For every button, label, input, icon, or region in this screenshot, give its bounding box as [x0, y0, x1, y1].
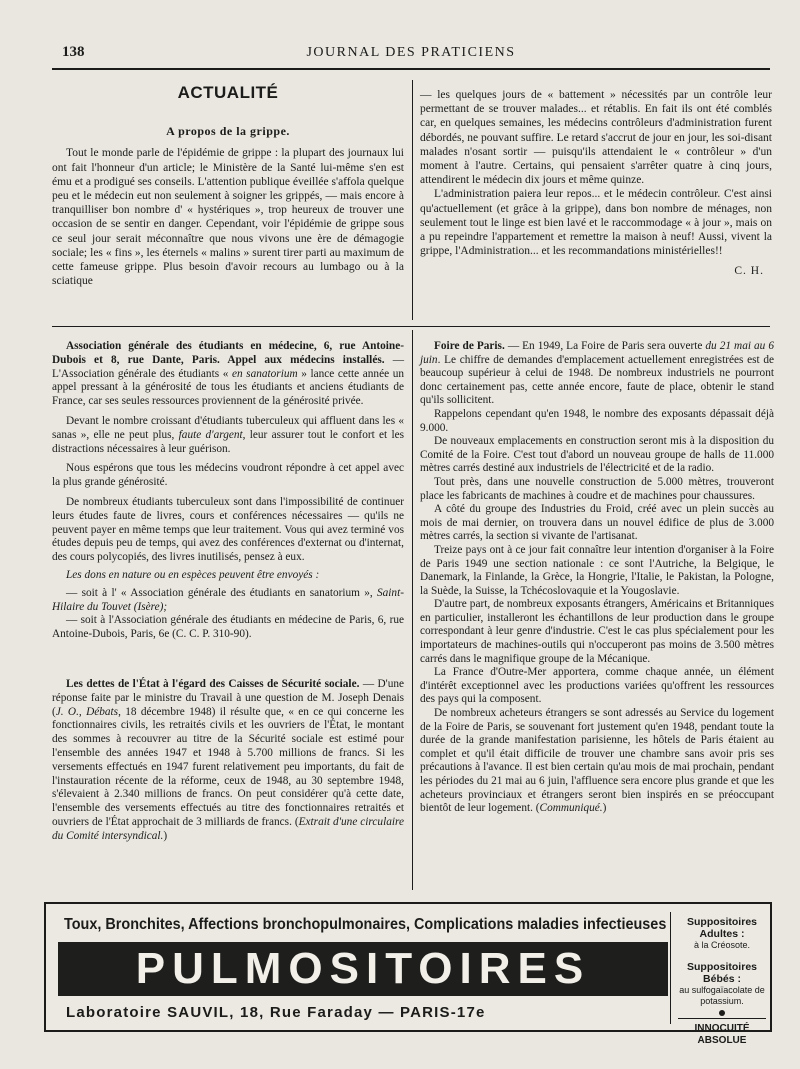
paragraph: Tout le monde parle de l'épidémie de grippe : la plupart des journaux lui ont fait l'honneur d'un article; le Ministère de la Santé lui-même s'en est ému et a prodigué ses conseils. L'attention publique éveillée s'affola quelque peu et le médecin eut non seulement à soigner les grippés, — mais encore à tranquilliser bon nombre d' « hystériques », trop heureux de trouver une occasion de se sentir en danger. Cependant, voir l'épidémie de grippe sous ce seul jour serait méconnaître que nous vivons une ère de démagogie sociale; les « fins », les éternels « malins » surent tirer parti au maximum de cette fameuse grippe. Plus besoin d'avoir recours au lumbago ou à la sciatique: [52, 147, 404, 288]
column-divider: [412, 330, 413, 890]
article-foire: Foire de Paris. — En 1949, La Foire de Paris sera ouverte du 21 mai au 6 juin. Le chiffre de demandes d'emplacement actuellement enregistrées est de beaucoup supérieur à celui de 1948. De nombreux industriels ne pourront donc certainement pas, cette année encore, faute de place, obtenir le stand qu'ils sollicitent.: [420, 340, 774, 407]
paragraph: Devant le nombre croissant d'étudiants tuberculeux qui affluent dans les « sanas », elle ne peut plus, faute d'argent, leur assurer tout le confort et les distractions nécessaires à leur guérison.: [52, 414, 404, 455]
section-rule: [52, 326, 770, 327]
article-association: Association générale des étudiants en médecine, 6, rue Antoine-Dubois et 8, rue Dante, Paris. Appel aux médecins installés. — L'Association générale des étudiants « en sanatorium » lance cette année un appel pressant à la générosité de tous les étudiants et anciens étudiants de France, car ses seules ressources proviennent de la générosité privée.: [52, 340, 405, 408]
paragraph: Rappelons cependant qu'en 1948, le nombre des exposants dépassait déjà 9.000.: [420, 407, 774, 434]
paragraph: — soit à l' « Association générale des étudiants en sanatorium », Saint-Hilaire du Touvet (Isère);: [52, 586, 404, 613]
paragraph: D'autre part, de nombreux exposants étrangers, Américains et Britanniques en particulier, installeront les échantillons de leur production dans le groupe correspondant à leur genre d'industrie. C'est le cas plus spécialement pour les importateurs de machines-outils qui n'occuperont pas moins de 3.500 mètres carrés dans le magnifique groupe de la Mécanique.: [420, 598, 774, 665]
paragraph: Tout près, dans une nouvelle construction de 5.000 mètres, trouveront place les fabricants de machines à coudre et de machines pour chaussures.: [420, 475, 774, 502]
paragraph: A côté du groupe des Industries du Froid, créé avec un plein succès au mois de mai dernier, on trouvera dans un nouvel édifice de plus de 3.000 mètres carrés, la section si vivante de l'artisanat.: [420, 503, 774, 543]
ad-rule: [678, 1018, 766, 1019]
signature: C. H.: [734, 265, 764, 278]
paragraph: Treize pays ont à ce jour fait connaître leur intention d'organiser à la Foire de Paris 1949 une section nationale : ce sont l'Autriche, la Belgique, le Danemark, la Finlande, la Grèce, la Hongrie, l'Italie, le Pakistan, la Pologne, la Suède, la Suisse, la Tchécoslovaquie et la Yougoslavie.: [420, 543, 774, 597]
actualite-left-column: [52, 83, 404, 288]
paragraph: Les dons en nature ou en espèces peuvent être envoyés :: [66, 568, 320, 581]
ad-adults-detail: à la Créosote.: [693, 940, 751, 950]
page-number: 138: [62, 44, 85, 60]
ad-laboratory: Laboratoire SAUVIL, 18, Rue Faraday — PARIS-17e: [66, 1004, 486, 1021]
actualite-right-column: [420, 88, 772, 279]
ad-tagline: INNOCUITÉ ABSOLUE: [694, 1023, 750, 1046]
paragraph: — soit à l'Association générale des étudiants en médecine de Paris, 6, rue Antoine-Dubois, Paris, 6e (C. C. P. 310-90).: [52, 614, 404, 641]
ad-babies-detail: au sulfogaïacolate de potassium.: [679, 985, 765, 1006]
paragraph: La France d'Outre-Mer apportera, comme chaque année, un élément d'intérêt exceptionnel avec les productions variées qu'offrent les ressources des pays qui la composent.: [420, 666, 774, 706]
lower-left-column: [52, 340, 404, 844]
ad-product-panel: [674, 910, 770, 1046]
header-rule: [52, 68, 770, 70]
paragraph: De nouveaux emplacements en construction seront mis à la disposition du Comité de la Foire. C'est tout d'abord un nouveau groupe de halls de 11.000 mètres carrés destiné aux industriels de l'électricité et de la radio.: [420, 435, 774, 475]
ad-babies-title: Suppositoires Bébés :: [686, 961, 757, 985]
page-header: [52, 44, 770, 68]
column-divider: [412, 80, 413, 320]
article-heading: Association générale des étudiants en médecine, 6, rue Antoine-Dubois et 8, rue Dante, Paris. Appel aux médecins installés.: [52, 340, 404, 366]
paragraph: De nombreux étudiants tuberculeux sont dans l'impossibilité de continuer leurs études faute de livres, cours et conférences nécessaires — qu'ils ne peuvent payer en même temps que leur traitement. Vous qui avez terminé vos études depuis peu de temps, qui avez des conférences d'externat ou d'internat, des cours polycopiés, des livres inutilisés, pensez à eux.: [52, 495, 404, 564]
bullet-dot-icon: [719, 1010, 725, 1016]
paragraph: Nous espérons que tous les médecins voudront répondre à cet appel avec la plus grande générosité.: [52, 462, 404, 489]
article-dettes: Les dettes de l'État à l'égard des Caisses de Sécurité sociale. — D'une réponse faite par le ministre du Travail à une question de M. Joseph Denais (J. O., Débats, 18 décembre 1948) il résulte que, « en ce qui concerne les fonctionnaires civils, les retraités civils et les ouvriers de l'État, le montant des sommes à recouvrer au titre de la Sécurité sociale est estimé pour l'ensemble des années 1947 et 1948 à 5.700 millions de francs. Si les versements effectués en 1947 furent relativement peu importants, du fait de l'instauration récente de la réforme, ceux de 1948, au 30 septembre 1948, s'élevaient à 2.340 millions de francs. On peut considérer qu'à cette date, l'ensemble des versements effectués au titre des fonctionnaires retraités et ouvriers de l'État approchait de 3 milliards de francs. (Extrait d'une circulaire du Comité intersyndical.): [52, 677, 405, 842]
article-subtitle: A propos de la grippe.: [166, 124, 290, 139]
advertisement: [44, 902, 772, 1046]
journal-title: JOURNAL DES PRATICIENS: [306, 45, 516, 60]
ad-headline: Toux, Bronchites, Affections bronchopulmonaires, Complications maladies infectieuses: [64, 916, 667, 933]
paragraph: — les quelques jours de « battement » nécessités par un contrôle leur permettant de se trouver malades... et rétablis. En fait ils ont été comblés car, en quelques semaines, les médecins contrôleurs d'administration furent débordés, ne pouvant suffire. Le retard s'accrut de jour en jour, les soi-disant malades n'osant sortir — puisqu'ils attendaient le « contrôleur » d'un moment à l'autre. Certains, qui pensaient s'arrêter quatre à cinq jours, attendirent le médecin dix jours et même quinze.: [420, 89, 772, 187]
article-heading: Les dettes de l'État à l'égard des Caisses de Sécurité sociale.: [66, 677, 360, 690]
lower-right-column: [420, 340, 774, 816]
paragraph: L'administration paiera leur repos... et le médecin contrôleur. C'est ainsi qu'actuellement (et grâce à la grippe), dans bon nombre de ménages, non seulement tout le linge est bien lavé et le raccommodage « à jour », mais on a pu repeindre l'appartement et remettre la maison à neuf! Aussi, vivent la grippe, l'Administration... et les recommandations ministérielles!!: [420, 188, 772, 258]
paragraph: De nombreux acheteurs étrangers se sont adressés au Service du logement de la Foire de Paris, se souvenant fort justement qu'en 1948, pendant toute la durée de la grande manifestation parisienne, les hôtels de Paris étaient au complet et qu'il était difficile de trouver une chambre sans avoir pris ses précautions à l'avance. Il est bien certain qu'au mois de mai prochain, pendant les périodes du 21 mai au 6 juin, l'affluence sera encore plus grande et que les acheteurs provinciaux et étrangers seront bien inspirés en se préoccupant bientôt de leur logement. (Communiqué.): [420, 707, 774, 815]
ad-adults-title: Suppositoires Adultes :: [686, 916, 757, 940]
ad-divider: [670, 912, 671, 1024]
article-heading: Foire de Paris.: [434, 340, 505, 352]
ad-brand-banner: PULMOSITOIRES: [58, 942, 668, 996]
section-title: ACTUALITÉ: [177, 83, 279, 102]
